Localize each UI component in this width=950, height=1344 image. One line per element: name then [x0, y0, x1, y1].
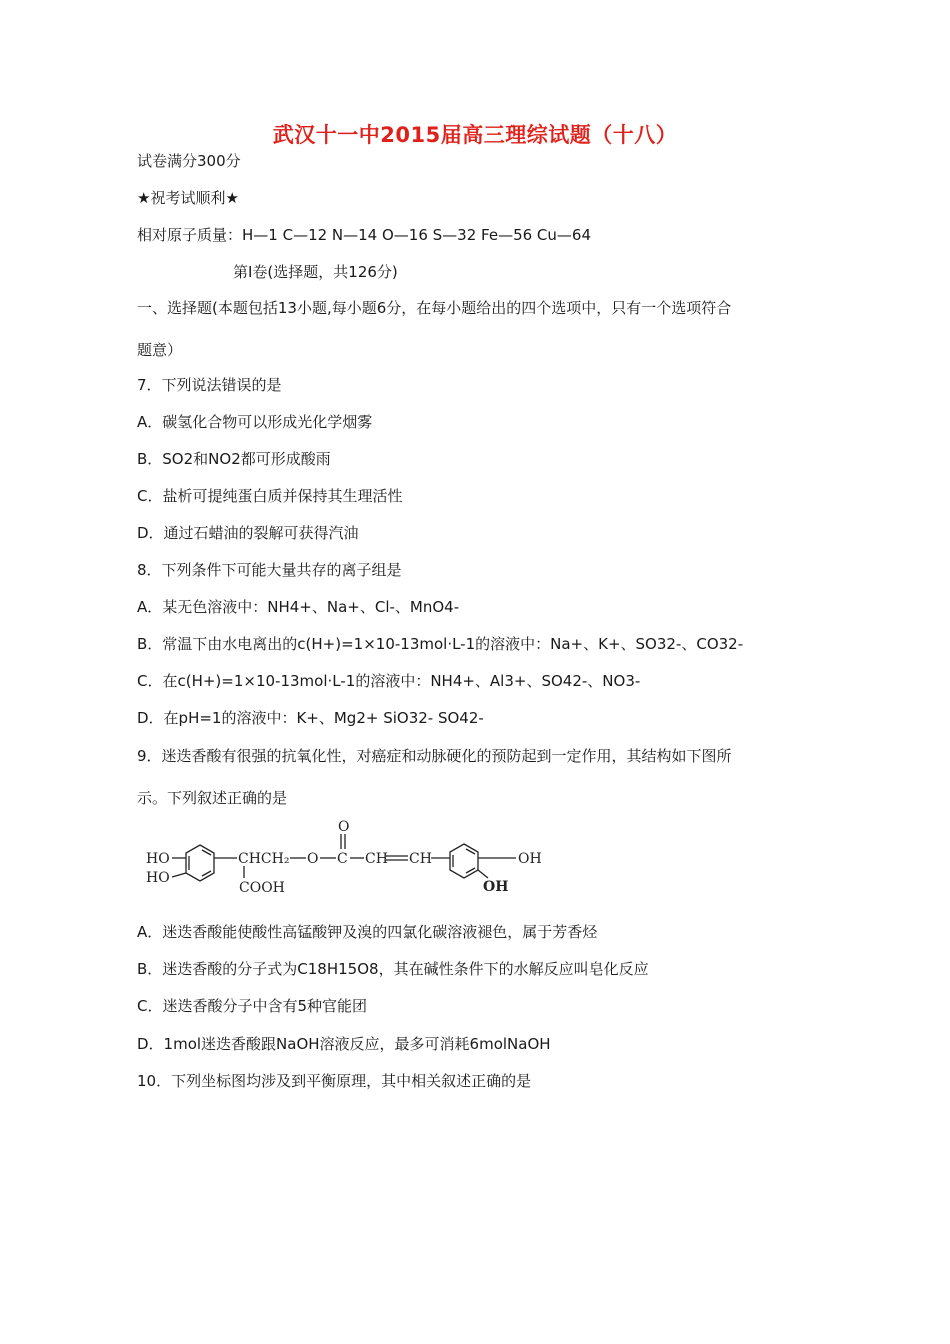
page-title: 武汉十一中2015届高三理综试题（十八）	[272, 123, 678, 147]
question-9-stem-line-2: 示。下列叙述正确的是	[137, 789, 288, 807]
ho-top-label: HO	[146, 851, 170, 867]
question-8-stem: 8．下列条件下可能大量共存的离子组是	[137, 561, 402, 579]
question-7-stem: 7．下列说法错误的是	[137, 376, 282, 394]
question-9-option-d: D．1mol迷迭香酸跟NaOH溶液反应，最多可消耗6molNaOH	[137, 1035, 551, 1053]
rosmarinic-acid-structure	[140, 818, 550, 900]
question-7-option-c: C．盐析可提纯蛋白质并保持其生理活性	[137, 487, 403, 505]
question-7-option-b: B．SO2和NO2都可形成酸雨	[137, 450, 331, 468]
ho-bottom-label: HO	[146, 870, 170, 886]
vinyl-ch-label-2: CH	[409, 851, 432, 867]
vinyl-ch-label-1: CH	[365, 851, 388, 867]
question-8-option-a: A．某无色溶液中：NH4+、Na+、Cl-、MnO4-	[137, 598, 460, 616]
question-8-option-c: C．在c(H+)=1×10-13mol·L-1的溶液中：NH4+、Al3+、SO42-、NO3-	[137, 672, 641, 690]
atomic-mass-line: 相对原子质量：H—1 C—12 N—14 O—16 S—32 Fe—56 Cu—64	[137, 226, 591, 244]
cooh-label: COOH	[239, 880, 285, 896]
question-7-option-d: D．通过石蜡油的裂解可获得汽油	[137, 524, 359, 542]
oh-bottom-label: OH	[483, 879, 509, 895]
question-7-option-a: A．碳氢化合物可以形成光化学烟雾	[137, 413, 373, 431]
ester-oxygen-label: O	[307, 851, 319, 867]
question-8-option-b: B．常温下由水电离出的c(H+)=1×10-13mol·L-1的溶液中：Na+、K+、SO32-、CO32-	[137, 635, 744, 653]
carbonyl-oxygen-label: O	[338, 819, 350, 835]
left-benzene-ring	[186, 845, 214, 881]
instructions-line-2: 题意）	[137, 341, 183, 359]
question-9-option-a: A．迷迭香酸能使酸性高锰酸钾及溴的四氯化碳溶液褪色，属于芳香烃	[137, 923, 598, 941]
right-benzene-ring	[450, 844, 478, 878]
carbonyl-carbon-label: C	[337, 851, 348, 867]
section-title: 第Ⅰ卷(选择题，共126分)	[233, 263, 398, 281]
question-10-stem: 10．下列坐标图均涉及到平衡原理，其中相关叙述正确的是	[137, 1072, 532, 1090]
question-9-option-b: B．迷迭香酸的分子式为C18H15O8，其在碱性条件下的水解反应叫皂化反应	[137, 960, 649, 978]
question-9-option-c: C．迷迭香酸分子中含有5种官能团	[137, 997, 368, 1015]
full-score-note: 试卷满分300分	[137, 152, 241, 170]
wish-line: ★祝考试顺利★	[137, 189, 239, 207]
instructions-line-1: 一、选择题(本题包括13小题,每小题6分，在每小题给出的四个选项中，只有一个选项符合	[137, 299, 732, 317]
chain-label: CHCH₂	[238, 851, 290, 867]
question-9-stem-line-1: 9．迷迭香酸有很强的抗氧化性，对癌症和动脉硬化的预防起到一定作用，其结构如下图所	[137, 747, 732, 765]
question-8-option-d: D．在pH=1的溶液中：K+、Mg2+ SiO32- SO42-	[137, 709, 484, 727]
oh-right-label: OH	[518, 851, 542, 867]
